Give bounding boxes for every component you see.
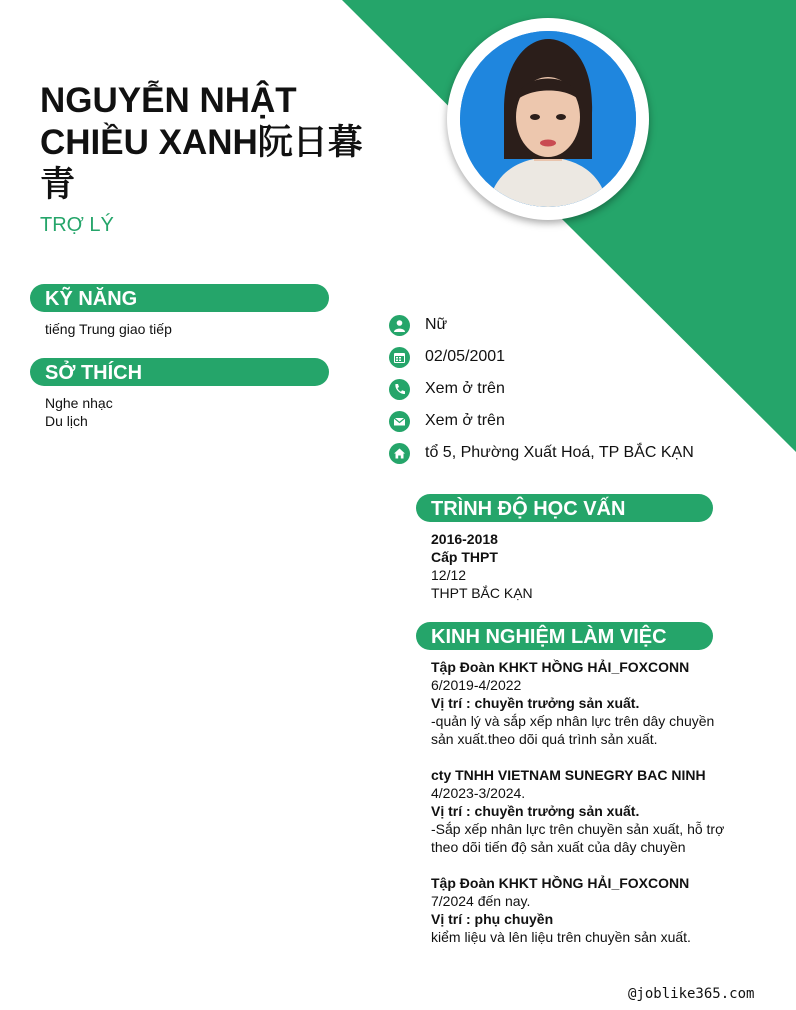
job-period: 4/2023-3/2024. [431, 785, 526, 801]
skills-heading: KỸ NĂNG [30, 284, 329, 312]
hobby-item: Nghe nhạc [45, 395, 113, 411]
job-period: 7/2024 đến nay. [431, 893, 531, 909]
hobby-item: Du lịch [45, 413, 88, 429]
contact-phone [389, 373, 694, 405]
experience-entry [431, 658, 731, 748]
hobbies-list [45, 394, 113, 430]
user-icon [389, 315, 410, 336]
experience-entry [431, 766, 731, 856]
candidate-name: NGUYỄN NHẬT CHIỀU XANH阮日暮青 [40, 81, 363, 204]
watermark: @joblike365.com [628, 986, 755, 1002]
avatar-frame [447, 18, 649, 220]
contact-email [389, 405, 694, 437]
education-entry [431, 530, 731, 602]
experience-heading: KINH NGHIỆM LÀM VIỆC [416, 622, 713, 650]
job-description: -quản lý và sắp xếp nhân lực trên dây chuyền sản xuất.theo dõi quá trình sản xuất. [431, 713, 715, 747]
experience-list [431, 658, 731, 964]
job-description: -Sắp xếp nhân lực trên chuyền sản xuất, hỗ trợ theo dõi tiến độ sản xuất của dây chuyền [431, 821, 725, 855]
email-text: Xem ở trên [425, 412, 505, 429]
job-position: Vị trí : chuyền trưởng sản xuất. [431, 695, 640, 711]
job-company: Tập Đoàn KHKT HỒNG HẢI_FOXCONN [431, 875, 690, 891]
mail-icon [389, 411, 410, 432]
avatar [460, 31, 636, 207]
education-level: Cấp THPT [431, 549, 498, 565]
contact-gender [389, 309, 694, 341]
skill-item: tiếng Trung giao tiếp [45, 321, 172, 337]
calendar-icon [389, 347, 410, 368]
contact-address [389, 437, 694, 469]
job-position: Vị trí : phụ chuyền [431, 911, 554, 927]
job-description: kiểm liệu và lên liệu trên chuyền sản xuất. [431, 929, 691, 945]
contact-birthday [389, 341, 694, 373]
phone-text: Xem ở trên [425, 380, 505, 397]
gender-text: Nữ [425, 316, 448, 333]
job-position: Vị trí : chuyền trưởng sản xuất. [431, 803, 640, 819]
education-period: 2016-2018 [431, 531, 498, 547]
home-icon [389, 443, 410, 464]
phone-icon [389, 379, 410, 400]
experience-entry [431, 874, 731, 946]
education-school: THPT BẮC KẠN [431, 585, 533, 601]
job-company: Tập Đoàn KHKT HỒNG HẢI_FOXCONN [431, 659, 690, 675]
skills-list [45, 320, 172, 338]
address-text: tổ 5, Phường Xuất Hoá, TP BẮC KẠN [425, 444, 694, 461]
education-heading: TRÌNH ĐỘ HỌC VẤN [416, 494, 713, 522]
contact-info [389, 309, 694, 469]
candidate-role: TRỢ LÝ [40, 214, 114, 236]
education-grade: 12/12 [431, 567, 467, 583]
job-company: cty TNHH VIETNAM SUNEGRY BAC NINH [431, 767, 706, 783]
job-period: 6/2019-4/2022 [431, 677, 522, 693]
hobbies-heading: SỞ THÍCH [30, 358, 329, 386]
birthday-text: 02/05/2001 [425, 348, 506, 365]
